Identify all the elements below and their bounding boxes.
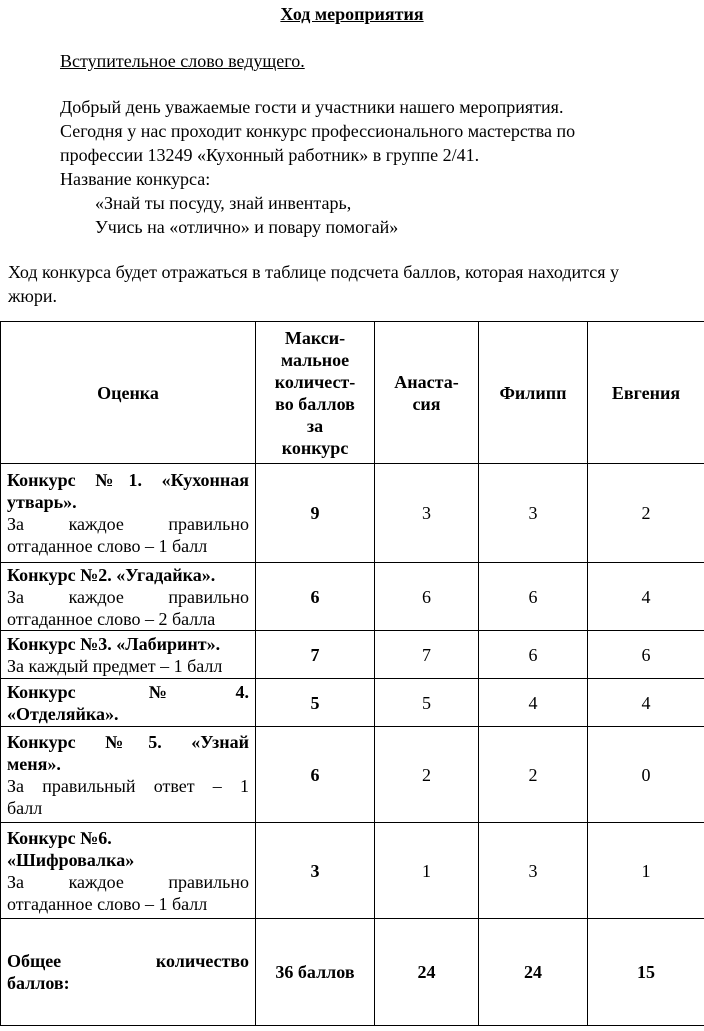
contest-desc-line: За каждое правильно [7, 514, 249, 534]
score-anastasia: 1 [375, 823, 479, 919]
table-row [1, 631, 704, 679]
contest-name-line: Конкурс №4. [7, 681, 249, 702]
table-row [1, 727, 704, 823]
score-evgenia: 0 [588, 727, 704, 823]
header-participant-evgenia: Евгения [588, 322, 704, 464]
contest-name-line: Конкурс №6. [7, 827, 112, 848]
intro-heading: Вступительное слово ведущего. [60, 51, 305, 71]
table-row [1, 823, 704, 919]
header-max-line: конкурс [281, 437, 349, 458]
max-points-cell: 3 [256, 823, 375, 919]
table-row [1, 464, 704, 563]
header-participant-filipp: Филипп [479, 322, 588, 464]
contest-name-line: Конкурс №1. «Кухонная [7, 470, 249, 490]
note-line-1: Ход конкурса будет отражаться в таблице подсчета баллов, которая находится у [8, 262, 620, 282]
total-label-line: баллов: [7, 973, 70, 993]
header-max-points [256, 322, 375, 464]
score-evgenia: 2 [588, 464, 704, 563]
score-filipp: 3 [479, 823, 588, 919]
score-table [0, 321, 704, 1026]
note-line-2: жюри. [8, 286, 58, 306]
contest-name-line: Конкурс №2. «Угадайка». [7, 564, 216, 585]
contest-name-line: «Шифровалка» [7, 849, 135, 870]
header-participant-line: сия [412, 393, 441, 414]
header-max-line: мальное [280, 349, 350, 370]
contest-desc-line: За правильный ответ – 1 [7, 775, 249, 796]
contest-cell [1, 679, 256, 727]
contest-desc-line: балл [7, 797, 43, 818]
score-filipp: 6 [479, 631, 588, 679]
contest-desc-line: отгаданное слово – 2 балла [7, 608, 216, 629]
total-label [7, 950, 249, 994]
score-filipp: 3 [479, 464, 588, 563]
document-title: Ход мероприятия [280, 4, 424, 24]
speech-line-2: Сегодня у нас проходит конкурс профессионального мастерства по [60, 121, 576, 141]
speech-line-1: Добрый день уважаемые гости и участники нашего мероприятия. [60, 97, 564, 117]
contest-cell [1, 727, 256, 823]
total-evgenia: 15 [588, 919, 704, 1026]
speech-line-4: Название конкурса: [60, 169, 211, 189]
header-max-line: количест- [274, 371, 356, 392]
contest-cell [1, 631, 256, 679]
max-points-cell: 6 [256, 727, 375, 823]
score-anastasia: 6 [375, 563, 479, 631]
contest-desc-line: За каждое правильно [7, 871, 249, 892]
table-row [1, 563, 704, 631]
score-evgenia: 4 [588, 563, 704, 631]
contest-name-line: меня». [7, 753, 61, 774]
total-max-points: 36 баллов [256, 919, 375, 1026]
contest-name-line: утварь». [7, 492, 77, 512]
score-anastasia: 3 [375, 464, 479, 563]
header-max-line: Макси- [284, 327, 346, 348]
score-filipp: 6 [479, 563, 588, 631]
contest-name-line: Конкурс №5. «Узнай [7, 731, 249, 752]
header-max-line: за [306, 415, 324, 436]
max-points-cell: 9 [256, 464, 375, 563]
header-grade: Оценка [1, 322, 256, 464]
score-filipp: 2 [479, 727, 588, 823]
contest-desc-line: За каждое правильно [7, 586, 249, 607]
score-anastasia: 5 [375, 679, 479, 727]
contest-desc-line: отгаданное слово – 1 балл [7, 536, 208, 556]
contest-name-line: Конкурс №3. «Лабиринт». [7, 633, 221, 654]
max-points-cell: 6 [256, 563, 375, 631]
header-participant-anastasia [375, 322, 479, 464]
speech-line-3: профессии 13249 «Кухонный работник» в группе 2/41. [60, 145, 480, 165]
contest-cell [1, 464, 256, 563]
score-anastasia: 7 [375, 631, 479, 679]
contest-cell [1, 823, 256, 919]
score-evgenia: 4 [588, 679, 704, 727]
total-label-cell [1, 919, 256, 1026]
total-filipp: 24 [479, 919, 588, 1026]
header-max-line: во баллов [275, 393, 355, 414]
table-header-row [1, 322, 704, 464]
header-participant-line: Анаста- [394, 371, 459, 392]
contest-desc-line: отгаданное слово – 1 балл [7, 893, 208, 914]
contest-motto-line-1: «Знай ты посуду, знай инвентарь, [95, 193, 352, 213]
contest-name-line: «Отделяйка». [7, 703, 119, 724]
total-label-line: Общее количество [7, 951, 249, 971]
total-anastasia: 24 [375, 919, 479, 1026]
score-anastasia: 2 [375, 727, 479, 823]
max-points-cell: 5 [256, 679, 375, 727]
max-points-cell: 7 [256, 631, 375, 679]
table-row [1, 679, 704, 727]
score-evgenia: 6 [588, 631, 704, 679]
contest-motto-line-2: Учись на «отлично» и повару помогай» [95, 217, 399, 237]
score-evgenia: 1 [588, 823, 704, 919]
contest-cell [1, 563, 256, 631]
score-filipp: 4 [479, 679, 588, 727]
contest-desc-line: За каждый предмет – 1 балл [7, 655, 223, 676]
total-row [1, 919, 704, 1026]
